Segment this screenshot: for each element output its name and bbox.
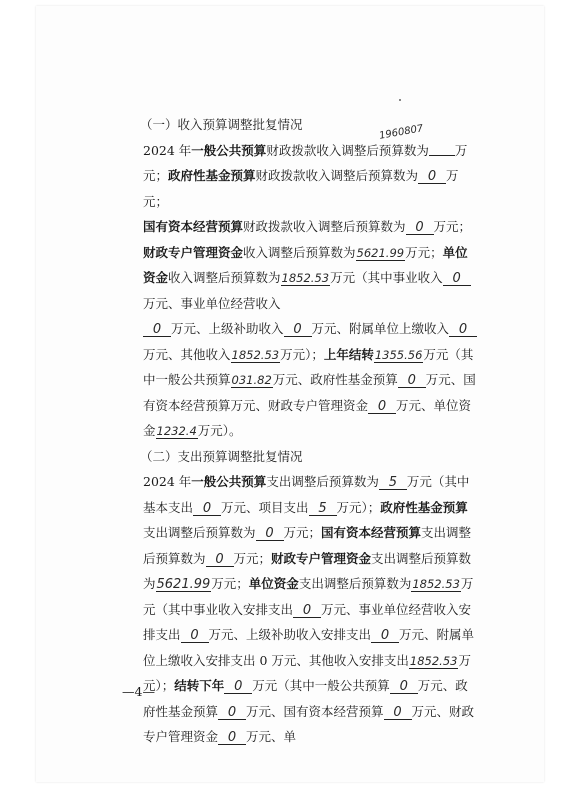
handwritten-total: 1960807 xyxy=(378,123,425,142)
hand-value: 0 xyxy=(398,374,426,388)
hand-value: 0 xyxy=(293,604,321,618)
section-1-paragraph: 2024 年一般公共预算财政拨款收入调整后预算数为 万 元；政府性基金预算财政拨款收入调整后预算数为 0 万元； 国有资本经营预算财政拨款收入调整后预算数为 0 万元；财政专户管理资金收入调整后预算数为5621.99万元；单位资金收入调整后预算数为1852.53万元（其中事业收入 0万元、事业单位经营收入 0 万元、上级补助收入 0 万元、附属单位上缴收入 0万元、其他收入1852.53万元）；上年结转1355.56万元（其中一般公共预算031.82万元、政府性基金预算 0 万元、国有资本经营预算万元、财政专户管理资金 0 万元、单位资金1232.4万元）。 xyxy=(143,142,476,438)
hand-value: 1232.4 xyxy=(156,424,197,438)
hand-value: 0 xyxy=(449,323,477,337)
hand-value: 5621.99 xyxy=(356,245,405,260)
hand-value: 0 xyxy=(218,706,246,720)
hand-value: 0 xyxy=(256,527,284,541)
hand-value: 0 xyxy=(181,629,209,643)
blank-line xyxy=(429,143,455,156)
hand-value: 0 xyxy=(368,400,396,414)
hand-value: 1355.56 xyxy=(374,347,423,362)
hand-value: 5 xyxy=(309,502,337,516)
hand-value: 0 xyxy=(284,323,312,337)
hand-value: 0 xyxy=(371,629,399,643)
hand-value: 0 xyxy=(193,502,221,516)
hand-value: 1852.53 xyxy=(231,347,280,362)
hand-value: 0 xyxy=(443,272,471,286)
hand-value: 0 xyxy=(384,706,412,720)
hand-value: 1852.53 xyxy=(281,271,330,285)
document-body xyxy=(118,112,478,750)
hand-value: 031.82 xyxy=(231,373,272,387)
hand-value: 0 xyxy=(143,323,171,337)
section-2-title: （二）支出预算调整批复情况 xyxy=(140,448,303,464)
section-1-title: （一）收入预算调整批复情况 xyxy=(140,117,303,132)
scan-speck xyxy=(399,99,401,101)
hand-value: 0 xyxy=(406,221,434,235)
hand-value: 0 xyxy=(206,553,234,567)
hand-value: 5621.99 xyxy=(156,577,211,592)
hand-value: 0 xyxy=(390,680,418,694)
section-2-paragraph: 2024 年一般公共预算支出调整后预算数为 5 万元（其中基本支出 0 万元、项目支出 5 万元）；政府性基金预算支出调整后预算数为 0 万元；国有资本经营预算支出调整后预算数为 0 万元；财政专户管理资金支出调整后预算数为5621.99万元；单位资金支出调整后预算数为1852.53万元（其中事业收入安排支出 0 万元、事业单位经营收入安排支出 0 万元、上级补助收入安排支出 0 万元、附属单位上缴收入安排支出 0 万元、其他收入安排支出1852.53万元）；结转下年 0 万元（其中一般公共预算 0 万元、政府性基金预算 0 万元、国有资本经营预算 0 万元、财政专户管理资金 0 万元、单 xyxy=(143,474,475,745)
hand-value: 0 xyxy=(218,731,246,745)
hand-value: 0 xyxy=(224,680,252,694)
hand-value: 1852.53 xyxy=(412,577,460,591)
hand-value: 1852.53 xyxy=(409,653,458,668)
page-number: —4— xyxy=(122,684,155,699)
hand-value: 0 xyxy=(418,170,446,184)
hand-value: 5 xyxy=(379,476,407,490)
